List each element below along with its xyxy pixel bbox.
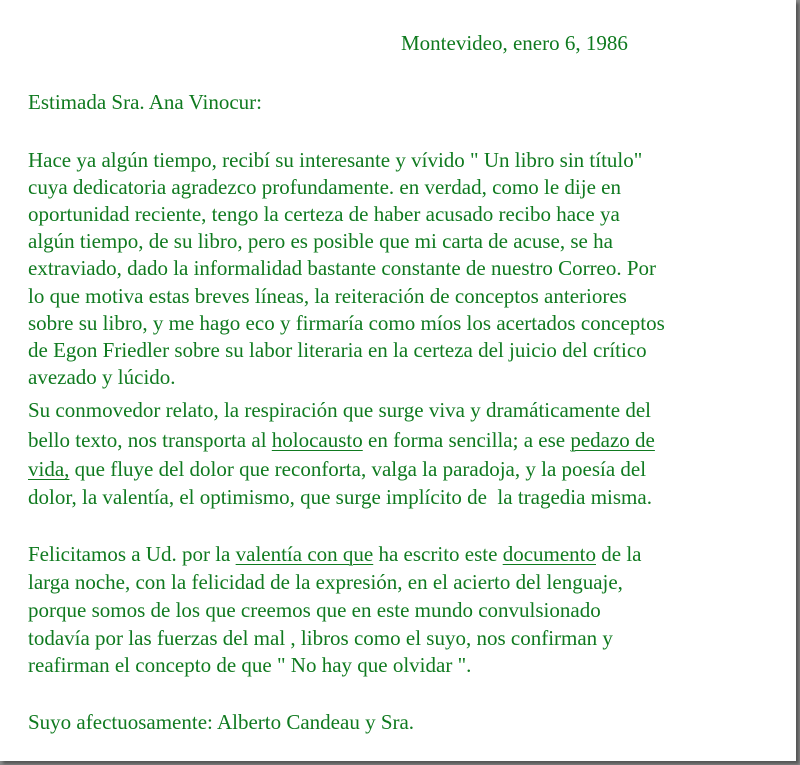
text-line: reafirman el concepto de que " No hay que olvidar ". <box>28 653 472 677</box>
text-line: algún tiempo, de su libro, pero es posible que mi carta de acuse, se ha <box>28 229 613 253</box>
text-segment: Felicitamos a Ud. por la <box>28 542 236 566</box>
text-line: avezado y lúcido. <box>28 365 176 389</box>
text-line: extraviado, dado la informalidad bastante constante de nuestro Correo. Por <box>28 256 657 280</box>
underlined-valentia-con-que: valentía con que <box>235 542 374 566</box>
text-line: Hace ya algún tiempo, recibí su interesante y vívido " Un libro sin título" <box>28 148 643 172</box>
text-line: de Egon Friedler sobre su labor literaria en la certeza del juicio del crítico <box>28 338 647 362</box>
text-line: dolor, la valentía, el optimismo, que surge implícito de la tragedia misma. <box>28 485 652 509</box>
text-line: porque somos de los que creemos que en este mundo convulsionado <box>28 598 601 622</box>
text-line <box>28 459 646 480</box>
letter-date: Montevideo, enero 6, 1986 <box>401 31 628 55</box>
text-line <box>28 544 641 565</box>
text-segment: ha escrito este <box>373 542 503 566</box>
underlined-vida: vida, <box>28 457 70 481</box>
letter-closing: Suyo afectuosamente: Alberto Candeau y Sra. <box>28 710 415 734</box>
text-segment: bello texto, nos transporta al <box>28 428 272 452</box>
underlined-documento: documento <box>502 542 596 566</box>
text-line: Su conmovedor relato, la respiración que surge viva y dramáticamente del <box>28 398 651 422</box>
text-line: lo que motiva estas breves líneas, la reiteración de conceptos anteriores <box>28 284 627 308</box>
text-segment: de la <box>596 542 642 566</box>
text-line: todavía por las fuerzas del mal , libros como el suyo, nos confirman y <box>28 626 613 650</box>
underlined-pedazo-de: pedazo de <box>570 428 655 452</box>
letter-salutation: Estimada Sra. Ana Vinocur: <box>28 90 262 114</box>
text-segment: en forma sencilla; a ese <box>362 428 571 452</box>
text-line: sobre su libro, y me hago eco y firmaría como míos los acertados conceptos <box>28 311 665 335</box>
text-segment: que fluye del dolor que reconforta, valga la paradoja, y la poesía del <box>69 457 647 481</box>
text-line: larga noche, con la felicidad de la expresión, en el acierto del lenguaje, <box>28 570 623 594</box>
underlined-holocausto: holocausto <box>271 428 363 452</box>
text-line: cuya dedicatoria agradezco profundamente. en verdad, como le dije en <box>28 175 621 199</box>
text-line: oportunidad reciente, tengo la certeza de haber acusado recibo hace ya <box>28 202 620 226</box>
text-line <box>28 430 655 451</box>
